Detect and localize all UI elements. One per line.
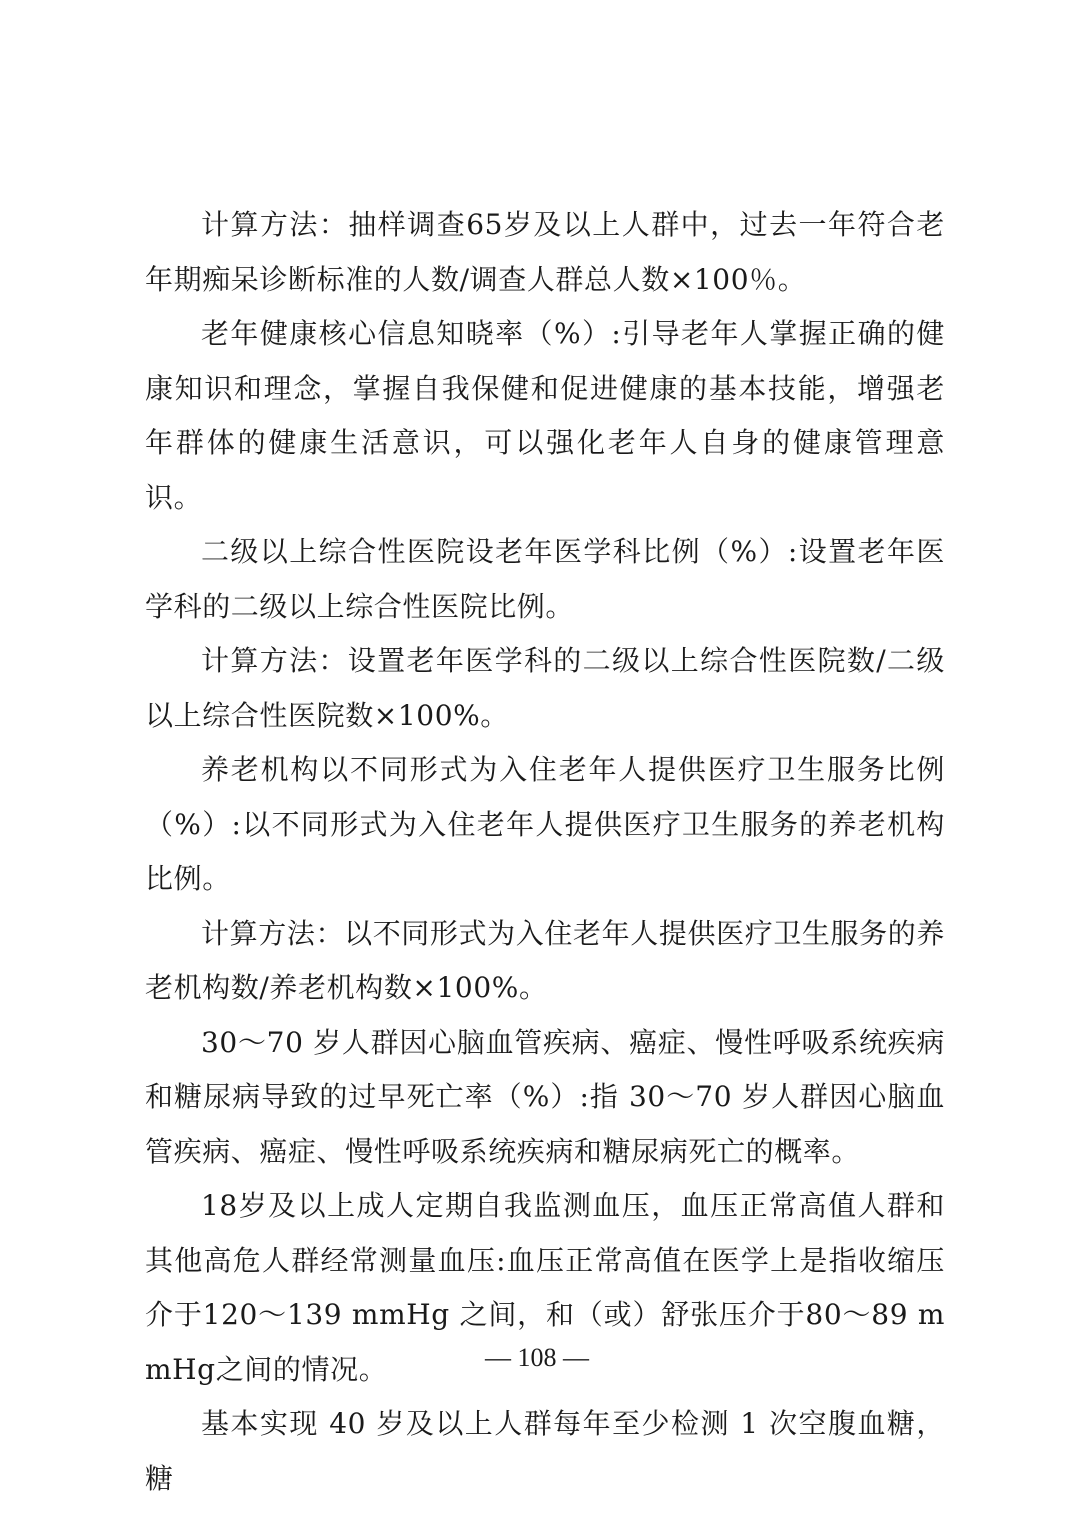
page-number: — 108 —: [485, 1343, 589, 1372]
paragraph-premature-mortality: 30～70 岁人群因心脑血管疾病、癌症、慢性呼吸系统疾病和糖尿病导致的过早死亡率（%）:指 30～70 岁人群因心脑血管疾病、癌症、慢性呼吸系统疾病和糖尿病死亡的概率。: [145, 1025, 945, 1168]
paragraph-health-info-awareness: 老年健康核心信息知晓率（%）:引导老年人掌握正确的健康知识和理念，掌握自我保健和促进健康的基本技能，增强老年群体的健康生活意识，可以强化老年人自身的健康管理意识。: [145, 317, 945, 514]
body-text: [145, 198, 945, 1506]
paragraph-geriatric-department-ratio: 二级以上综合性医院设老年医学科比例（%）:设置老年医学科的二级以上综合性医院比例。: [145, 535, 945, 623]
paragraph-blood-pressure: 18岁及以上成人定期自我监测血压，血压正常高值人群和其他高危人群经常测量血压:血压正常高值在医学上是指收缩压介于120～139 mmHg 之间，和（或）舒张压介于80～89 mmHg之间的情况。: [145, 1189, 945, 1386]
paragraph-care-institution-ratio: 养老机构以不同形式为入住老年人提供医疗卫生服务比例（%）:以不同形式为入住老年人提供医疗卫生服务的养老机构比例。: [145, 753, 945, 895]
paragraph-dementia-calculation: 计算方法：抽样调查65岁及以上人群中，过去一年符合老年期痴呆诊断标准的人数/调查人群总人数×100％。: [145, 208, 945, 296]
paragraph-geriatric-department-calculation: 计算方法：设置老年医学科的二级以上综合性医院数/二级以上综合性医院数×100%。: [145, 644, 945, 732]
paragraph-blood-glucose: 基本实现 40 岁及以上人群每年至少检测 1 次空腹血糖，糖: [145, 1407, 945, 1495]
paragraph-care-institution-calculation: 计算方法：以不同形式为入住老年人提供医疗卫生服务的养老机构数/养老机构数×100%。: [145, 916, 945, 1004]
